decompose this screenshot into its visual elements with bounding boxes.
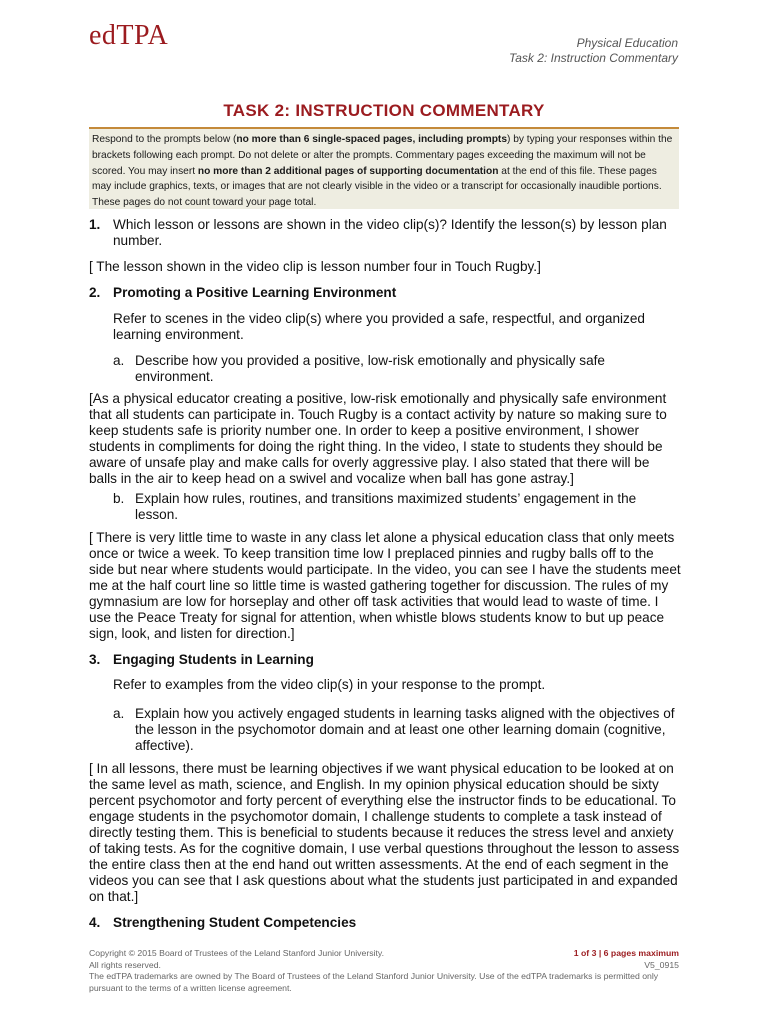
- page-footer: [89, 948, 679, 994]
- commentary-body: [89, 217, 681, 931]
- copyright-line: Copyright © 2015 Board of Trustees of the Leland Stanford Junior University.: [89, 948, 385, 958]
- prompt-1: [89, 217, 681, 249]
- page-number: 1 of 3 | 6 pages maximum: [573, 948, 679, 958]
- prompt-letter: a.: [113, 706, 125, 721]
- response-3a: [ In all lessons, there must be learning objectives if we want physical education to be looked at on the same level as math, science, and English. In my opinion physical education should be sixty percent psychomotor and forty percent of everything else the instructor finds to be educational. To engage students in the psychomotor domain, I challenge students to complete a task instead of directly testing them. This is beneficial to students because it reduces the stress level and anxiety of taking tests. As for the cognitive domain, I use verbal questions throughout the lesson to assess the entire class then at the end hand out written assessments. At the end of each segment in the videos you can see that I ask questions about what the students just participated in and expanded on that.]: [89, 761, 680, 904]
- instructions-text-3: at the end of this file. These pages may include graphics, texts, or images that are not clearly visible in the video or a transcript for occasionally inaudible portions. These pages do not count toward your page total.: [92, 165, 662, 209]
- response-2a: [As a physical educator creating a positive, low-risk emotionally and physically safe environment that all students can participate in. Touch Rugby is a contact activity by nature so making sure to keep students safe is priority number one. In order to keep a positive environment, I shower students in compliments for doing the right thing. In the video, I state to students they should be aware of unsafe play and make calls for overly aggressive play. I also stated that there will be balls in the air to keep head on a swivel and vocalize when ball has gone astray.]: [89, 391, 667, 486]
- header-info: [509, 36, 678, 66]
- header-task: Task 2: Instruction Commentary: [509, 51, 678, 65]
- page-counter: [574, 948, 679, 971]
- prompt-text: Which lesson or lessons are shown in the video clip(s)? Identify the lesson(s) by lesson plan number.: [113, 217, 667, 248]
- instructions-text-1: Respond to the prompts below (: [92, 134, 237, 145]
- section-heading-4: [89, 915, 681, 931]
- section-title: Strengthening Student Competencies: [113, 915, 357, 930]
- section-title: Engaging Students in Learning: [113, 652, 314, 667]
- prompt-number: 4.: [89, 915, 101, 930]
- section-title: Promoting a Positive Learning Environment: [113, 285, 397, 300]
- prompt-2a: [89, 353, 681, 385]
- section-intro: Refer to examples from the video clip(s) in your response to the prompt.: [113, 677, 546, 692]
- edtpa-logo: edTPA: [89, 20, 169, 51]
- header-subject: Physical Education: [576, 36, 678, 50]
- section-intro: Refer to scenes in the video clip(s) where you provided a safe, respectful, and organized learning environment.: [113, 311, 645, 342]
- instructions-box: [89, 127, 679, 209]
- prompt-number: 1.: [89, 217, 101, 232]
- prompt-text: Explain how rules, routines, and transitions maximized students’ engagement in the lesson.: [135, 491, 637, 522]
- response-2b: [ There is very little time to waste in any class let alone a physical education class that only meets once or twice a week. To keep transition time low I preplaced pinnies and rugby balls off to the side but near where students would participate. In the video, you can see I have the students meet me at the half court line so little time is wasted gathering together for discussion. The rules of my gymnasium are low for horseplay and other off task activities that would lead to waste of time. I use the Peace Treaty for signal for attention, when whistle blows students know to but up peace sign, look, and listen for direction.]: [89, 530, 681, 641]
- prompt-text: Explain how you actively engaged students in learning tasks aligned with the objectives of the lesson in the psychomotor domain and at least one other learning domain (cognitive, affective).: [135, 706, 675, 753]
- prompt-3a: [89, 706, 681, 754]
- instructions-text-2: ) by typing your responses within the brackets following each prompt. Do not delete or alter the prompts. Commentary pages exceeding the maximum will not be scored. You may insert: [92, 134, 673, 177]
- page-title: TASK 2: INSTRUCTION COMMENTARY: [223, 101, 545, 120]
- prompt-2b: [89, 491, 681, 523]
- response-1: [ The lesson shown in the video clip is lesson number four in Touch Rugby.]: [89, 259, 541, 274]
- section-heading-3: [89, 652, 681, 668]
- prompt-text: Describe how you provided a positive, low-risk emotionally and physically safe environment.: [135, 353, 605, 384]
- instructions-bold-1: no more than 6 single-spaced pages, including prompts: [236, 134, 507, 145]
- section-heading-2: [89, 285, 681, 301]
- trademark-notice: The edTPA trademarks are owned by The Board of Trustees of the Leland Stanford Junior University. Use of the edTPA trademarks is permitted only pursuant to the terms of a written license agreement.: [89, 971, 659, 993]
- prompt-number: 3.: [89, 652, 101, 667]
- prompt-letter: a.: [113, 353, 125, 368]
- version-label: V5_0915: [644, 959, 679, 970]
- prompt-number: 2.: [89, 285, 101, 300]
- instructions-bold-2: no more than 2 additional pages of supporting documentation: [197, 165, 499, 177]
- prompt-letter: b.: [113, 491, 125, 506]
- rights-line: All rights reserved.: [89, 959, 161, 970]
